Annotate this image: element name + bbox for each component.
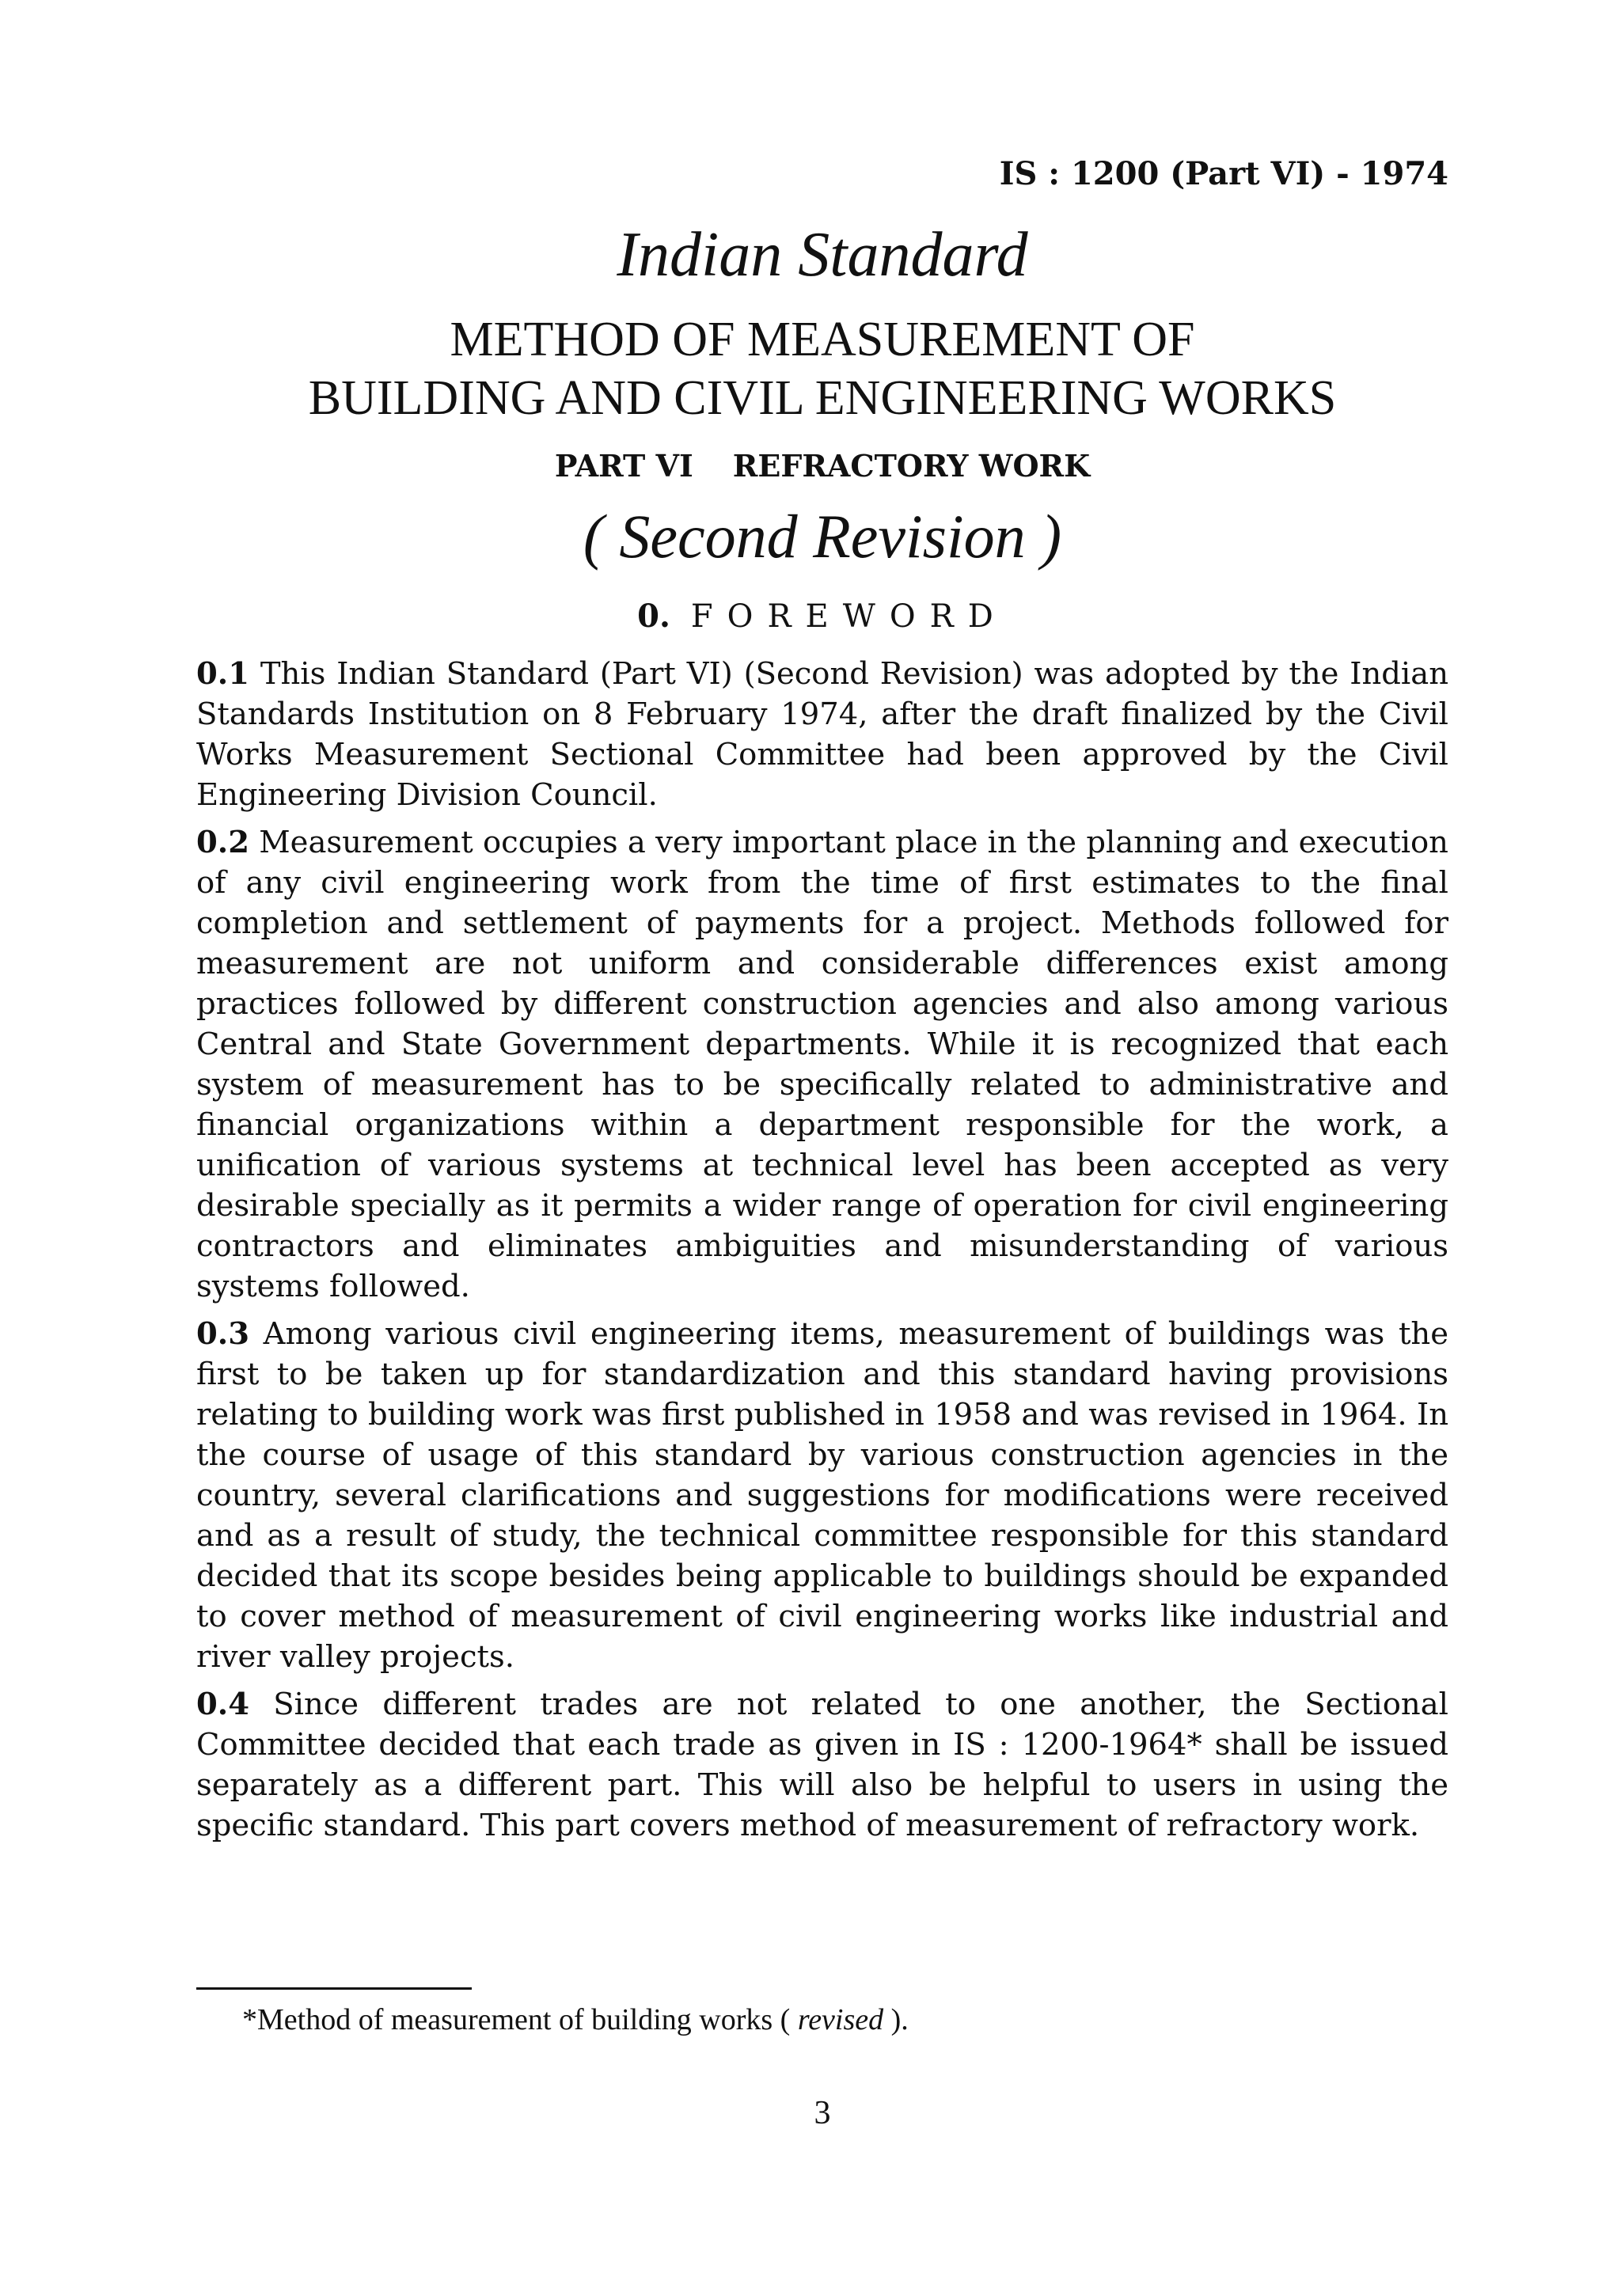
part-name: REFRACTORY WORK (732, 448, 1091, 484)
clause-0-4 (196, 1684, 1448, 1846)
part-title (196, 445, 1448, 488)
document-page (196, 0, 1448, 2296)
main-title-line-1: METHOD OF MEASUREMENT OF (450, 313, 1195, 366)
footnote-text-before: *Method of measurement of building works ( (242, 2003, 791, 2036)
standard-number: IS : 1200 (Part VI) - 1974 (999, 155, 1448, 192)
main-title-line-2: BUILDING AND CIVIL ENGINEERING WORKS (308, 371, 1337, 425)
clause-text: Measurement occupies a very important place in the planning and execution of any civil engineering work from the time of first estimates to the final completion and settlement of payments for a project. Methods followed for measurement are not uniform and considerable differences exist among practices followed by different construction agencies and also among various Central and State Government departments. While it is recognized that each system of measurement has to be specifically related to administrative and financial organizations within a department responsible for the work, a unification of various systems at technical level has been accepted as very desirable specially as it permits a wider range of operation for civil engineering contractors and eliminates ambiguities and misunderstanding of various systems followed. (196, 825, 1448, 1304)
section-title: FOREWORD (690, 598, 1008, 635)
footnote-text-italic: revised (797, 2003, 884, 2036)
page-number: 3 (814, 2095, 831, 2131)
clause-text: This Indian Standard (Part VI) (Second Revision) was adopted by the Indian Standards Institution on 8 February 1974, after the draft finalized by the Civil Works Measurement Sectional Committee had been approved by the Civil Engineering Division Council. (196, 656, 1448, 813)
clause-number: 0.4 (196, 1687, 249, 1722)
part-label: PART VI (554, 448, 693, 484)
clause-text: Since different trades are not related to one another, the Sectional Committee decided that each trade as given in IS : 1200-1964* shall be issued separately as a different part. This will also be helpful to users in using the specific standard. This part covers method of measurement of refractory work. (196, 1687, 1448, 1843)
clause-0-2 (196, 822, 1448, 1307)
foreword-clauses (196, 654, 1448, 1853)
clause-number: 0.2 (196, 825, 249, 860)
section-heading (196, 595, 1448, 638)
footnote-text-after: ). (890, 2003, 909, 2036)
clause-text: Among various civil engineering items, measurement of buildings was the first to be taken up for standardization and this standard having provisions relating to building work was first published in 1958 and was revised in 1964. In the course of usage of this standard by various construction agencies in the country, several clarifications and suggestions for modifications were received and as a result of study, the technical committee responsible for this standard decided that its scope besides being applicable to buildings should be expanded to cover method of measurement of civil engineering works like industrial and river valley projects. (196, 1316, 1448, 1675)
clause-number: 0.3 (196, 1316, 249, 1352)
section-number: 0. (637, 598, 670, 635)
clause-0-1 (196, 654, 1448, 815)
revision-note: ( Second Revision ) (583, 502, 1062, 571)
main-title (196, 310, 1448, 427)
document-type-title: Indian Standard (617, 220, 1028, 290)
footnote-separator (196, 1987, 472, 1990)
clause-0-3 (196, 1314, 1448, 1677)
footnote (242, 2001, 909, 2039)
clause-number: 0.1 (196, 656, 249, 692)
